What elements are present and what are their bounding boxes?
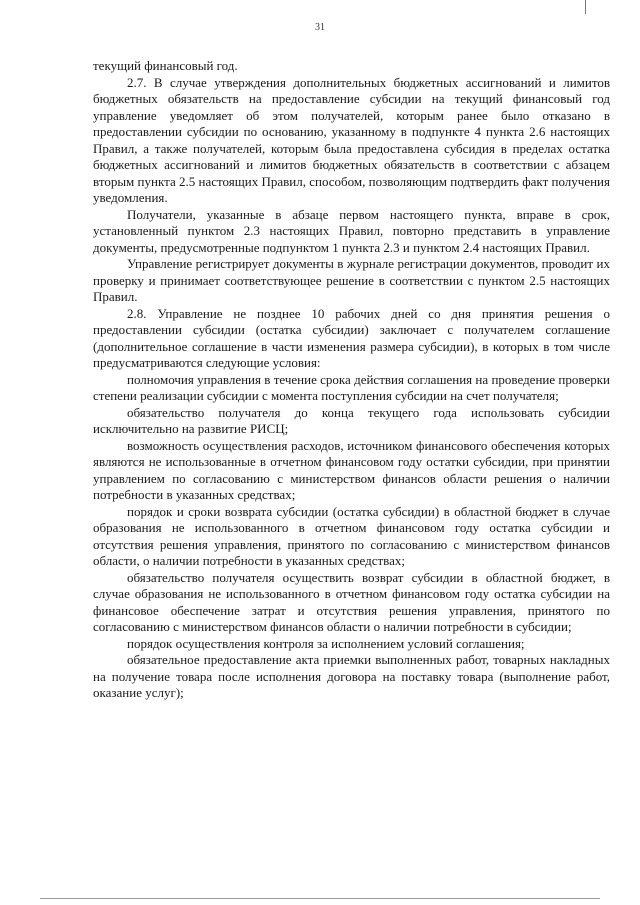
condition-acceptance-act: обязательное предоставление акта приемки выполненных работ, товарных накладных на получение товара после исполнения договора на поставку товара (выполнение работ, оказание услуг); [93,652,610,700]
condition-return-obligation: обязательство получателя осуществить возврат субсидии в областной бюджет, в случае образования не использованного в отчетном финансовом году остатка субсидии на финансовое обеспечение затрат и отсутствия решения управления, принятого по согласованию с министерством финансов области о наличии потребности в субсидии; [93,569,610,634]
paragraph-continuation: текущий финансовый год. [93,58,238,73]
condition-control-procedure: порядок осуществления контроля за исполнением условий соглашения; [127,635,525,651]
paragraph-registration: Управление регистрирует документы в журнале регистрации документов, проводит их проверку и принимает соответствующее решение в соответствии с пунктом 2.5 настоящих Правил. [93,256,610,304]
condition-expense-possibility: возможность осуществления расходов, источником финансового обеспечения которых являются не использованные в отчетном финансовом году остатки субсидии, при принятии управлением по согласованию с министерством финансов области решения о наличии потребности в указанных средствах; [93,437,610,502]
document-body [93,58,610,702]
condition-inspection-powers: полномочия управления в течение срока действия соглашения на проведение проверки степени реализации субсидии с момента поступления субсидии на счет получателя; [93,371,610,403]
paragraph-2-7: 2.7. В случае утверждения дополнительных бюджетных ассигнований и лимитов бюджетных обязательств на предоставление субсидии на текущий финансовый год управление уведомляет об этом получателей, которым ранее было отказано в предоставлении субсидии по основанию, указанному в подпункте 4 пункта 2.6 настоящих Правил, а также получателей, которым была предоставлена субсидия в пределах остатка бюджетных ассигнований и лимитов бюджетных обязательств в соответствии с абзацем вторым пункта 2.5 настоящих Правил, способом, позволяющим подтвердить факт получения уведомления. [93,74,610,205]
scan-bottom-edge [40,898,600,899]
paragraph-2-8: 2.8. Управление не позднее 10 рабочих дней со дня принятия решения о предоставлении субсидии (остатка субсидии) заключает с получателем соглашение (дополнительное соглашение в части изменения размера субсидии), в которых в том числе предусматриваются следующие условия: [93,305,610,370]
paragraph-recipients: Получатели, указанные в абзаце первом настоящего пункта, вправе в срок, установленный пунктом 2.3 настоящих Правил, повторно представить в управление документы, предусмотренные подпунктом 1 пункта 2.3 и пунктом 2.4 настоящих Правил. [93,206,610,255]
page-number: 31 [315,22,325,33]
condition-use-obligation: обязательство получателя до конца текущего года использовать субсидии исключительно на развитие РИСЦ; [93,404,610,436]
condition-return-procedure: порядок и сроки возврата субсидии (остатка субсидии) в областной бюджет в случае образования не использованного в отчетном финансовом году остатка субсидии и отсутствия решения управления, принятого по согласованию с министерством финансов области, о наличии потребности в указанных средствах; [93,503,610,568]
scan-edge-mark [585,0,586,14]
